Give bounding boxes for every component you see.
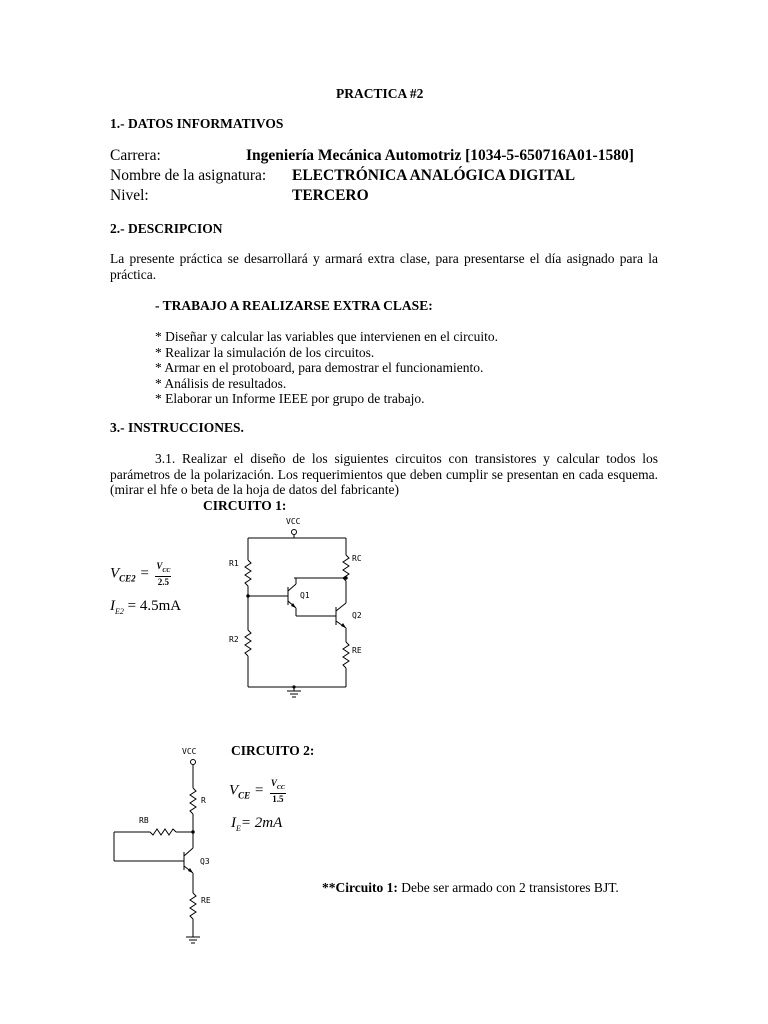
note-label: **Circuito 1: [322, 880, 398, 895]
c1-vcc-label: VCC [286, 517, 301, 526]
task-item: * Análisis de resultados. [155, 375, 287, 391]
task-item: * Elaborar un Informe IEEE por grupo de trabajo. [155, 391, 425, 406]
nivel-label: Nivel: [110, 187, 149, 204]
asignatura-value: ELECTRÓNICA ANALÓGICA DIGITAL [292, 167, 576, 184]
eq-numerator: V [156, 561, 163, 571]
c2-re-label: RE [201, 896, 211, 905]
eq-numerator-sub: CC [162, 567, 171, 574]
asignatura-label: Nombre de la asignatura: [110, 167, 267, 184]
carrera-label: Carrera: [110, 147, 161, 164]
eq-symbol: V [229, 782, 239, 799]
eq-subscript: CE [238, 790, 251, 801]
eq-numerator: V [270, 778, 277, 788]
section3-heading: 3.- INSTRUCCIONES. [110, 420, 244, 435]
section2-heading: 2.- DESCRIPCION [110, 221, 223, 236]
extra-clase-heading: - TRABAJO A REALIZARSE EXTRA CLASE: [155, 298, 433, 313]
c2-q3-label: Q3 [200, 857, 210, 866]
eq-symbol: V [110, 565, 120, 582]
circuit2-title: CIRCUITO 2: [231, 743, 315, 758]
section1-heading: 1.- DATOS INFORMATIVOS [110, 116, 284, 131]
eq-numerator-sub: CC [276, 784, 285, 791]
description-paragraph: La presente práctica se desarrollará y armará extra clase, para presentarse el día asignado para la práctica. [110, 251, 658, 282]
page-title: PRACTICA #2 [336, 86, 424, 101]
circuit1-title: CIRCUITO 1: [203, 498, 287, 513]
carrera-value: Ingeniería Mecánica Automotriz [1034-5-650716A01-1580] [246, 147, 634, 164]
task-item: * Realizar la simulación de los circuitos. [155, 344, 375, 360]
c1-q2-label: Q2 [352, 611, 362, 620]
eq-value: = 4.5mA [127, 598, 182, 614]
c1-rc-label: RC [352, 554, 362, 563]
c2-vcc-label: VCC [182, 747, 197, 756]
task-item: * Armar en el protoboard, para demostrar el funcionamiento. [155, 360, 484, 375]
task-item: * Diseñar y calcular las variables que intervienen en el circuito. [155, 329, 498, 344]
c1-re-label: RE [352, 646, 362, 655]
c2-rb-label: RB [139, 816, 149, 825]
c1-r1-label: R1 [229, 559, 239, 568]
eq-denominator: 1.5 [272, 793, 284, 804]
eq-symbol: I [231, 815, 236, 831]
instructions-paragraph: 3.1. Realizar el diseño de los siguientes circuitos con transistores y calcular todos los parámetros de la polarización. Los requerimientos que deben cumplir se presentan en cada esquema. (mirar el hfe o beta de la hoja de datos del fabricante) [110, 451, 658, 497]
nivel-value: TERCERO [292, 187, 369, 204]
circuit1-note [322, 880, 619, 896]
eq-subscript: CE2 [119, 573, 136, 584]
circuit2-vce-equation: $V_{CE}$ = $\frac{V_{CC}}{1.5}$ [229, 778, 285, 804]
eq-subscript: E [236, 824, 241, 833]
c2-r-label: R [201, 796, 206, 805]
note-text: Debe ser armado con 2 transistores BJT. [397, 880, 619, 895]
circuit1-vce-equation: $V_{CE2}$ = $\frac{V_{CC}}{2.5}$ [110, 561, 171, 587]
eq-symbol: I [110, 598, 115, 614]
eq-value: = 2mA [240, 815, 283, 831]
c1-r2-label: R2 [229, 635, 239, 644]
c1-q1-label: Q1 [300, 591, 310, 600]
eq-denominator: 2.5 [157, 576, 169, 587]
eq-subscript: E2 [115, 607, 124, 616]
